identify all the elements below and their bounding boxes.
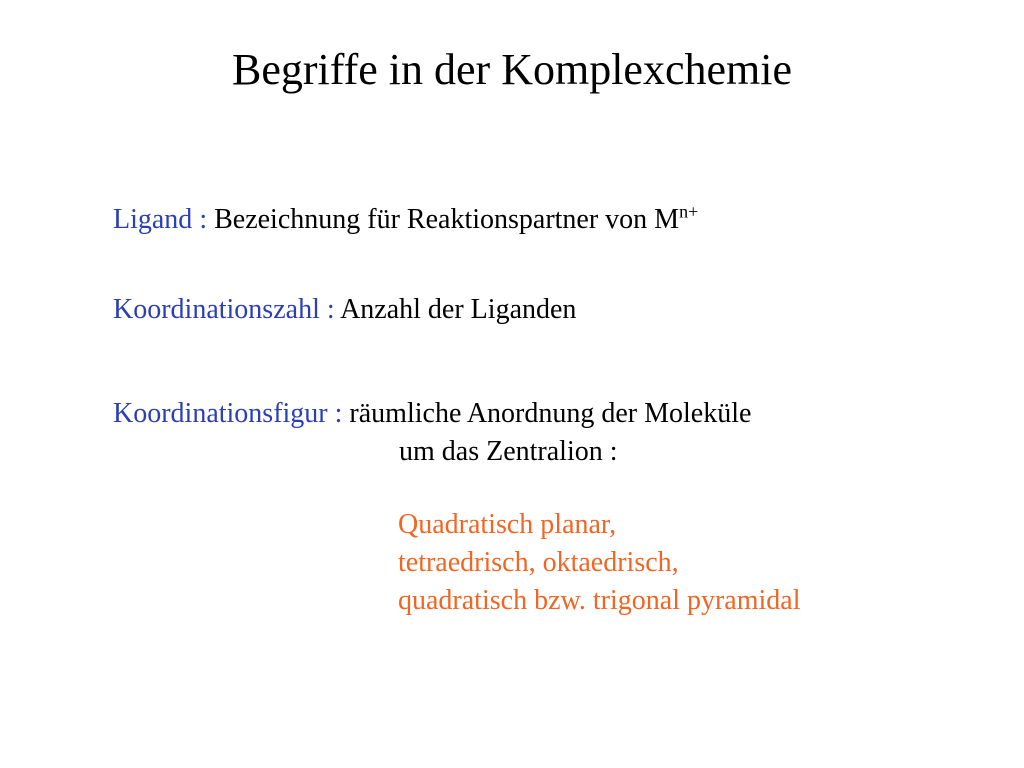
slide-title: Begriffe in der Komplexchemie bbox=[232, 45, 792, 94]
description-koordinationszahl: Anzahl der Liganden bbox=[340, 294, 577, 325]
shape-item: quadratisch bzw. trigonal pyramidal bbox=[398, 585, 801, 616]
definition-koordinationszahl bbox=[113, 292, 576, 328]
definition-koordinationsfigur bbox=[113, 396, 751, 432]
separator: : bbox=[192, 204, 215, 235]
separator: : bbox=[327, 398, 350, 429]
term-koordinationszahl: Koordinationszahl bbox=[113, 294, 320, 325]
term-koordinationsfigur: Koordinationsfigur bbox=[113, 398, 328, 429]
description-koordinationsfigur-line1: räumliche Anordnung der Moleküle bbox=[349, 398, 752, 429]
shape-item: tetraedrisch, oktaedrisch, bbox=[398, 547, 679, 578]
shape-item: Quadratisch planar, bbox=[398, 509, 617, 540]
description-ligand: Bezeichnung für Reaktionspartner von M bbox=[214, 204, 680, 235]
charge-superscript: n+ bbox=[679, 201, 699, 222]
definition-koordinationsfigur-continued bbox=[399, 434, 618, 470]
description-koordinationsfigur-line2: um das Zentralion : bbox=[399, 436, 618, 467]
separator: : bbox=[319, 294, 341, 325]
term-ligand: Ligand bbox=[113, 204, 193, 235]
definition-ligand bbox=[113, 202, 698, 238]
